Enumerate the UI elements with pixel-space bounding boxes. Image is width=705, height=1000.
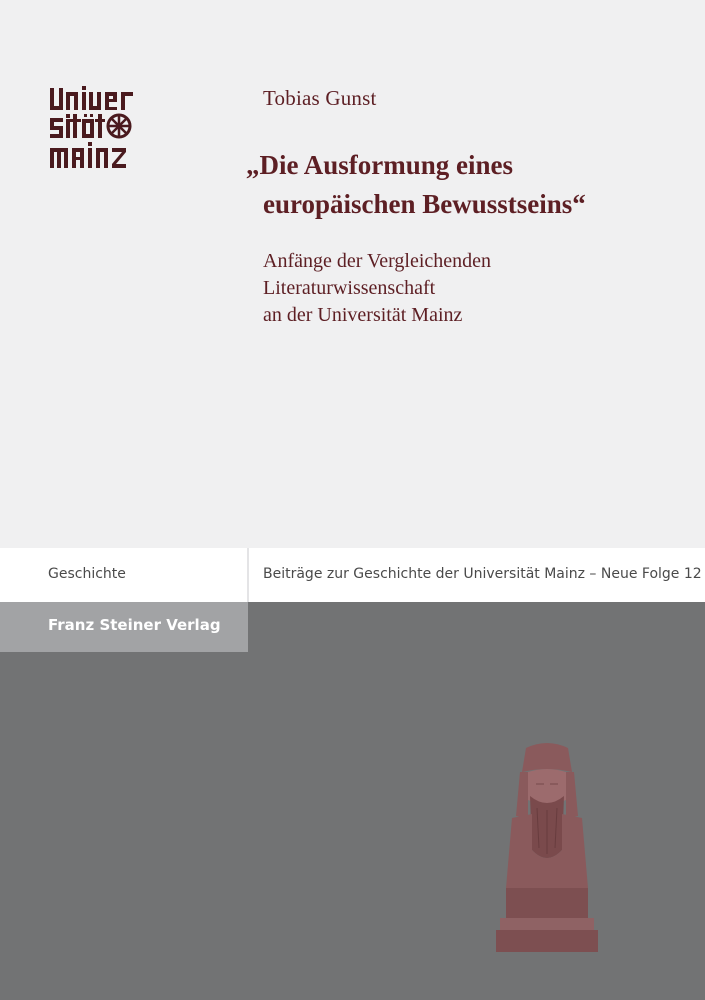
book-title — [246, 146, 686, 224]
subtitle-line-3: an der Universität Mainz — [263, 304, 463, 326]
band-divider — [247, 548, 249, 602]
book-title-line-1: „Die Ausformung eines — [246, 150, 514, 180]
book-title-line-2: europäischen Bewusstseins“ — [263, 189, 586, 219]
category-label: Geschichte — [48, 566, 126, 582]
series-label: Beiträge zur Geschichte der Universität Mainz – Neue Folge 12 — [263, 566, 702, 582]
publisher-name: Franz Steiner Verlag — [48, 616, 221, 634]
book-subtitle — [263, 248, 683, 329]
bust-icon — [492, 738, 602, 953]
subtitle-line-1: Anfänge der Vergleichenden — [263, 250, 492, 272]
university-logo — [48, 86, 138, 172]
subtitle-line-2: Literaturwissenschaft — [263, 277, 436, 299]
author-name: Tobias Gunst — [263, 86, 377, 110]
